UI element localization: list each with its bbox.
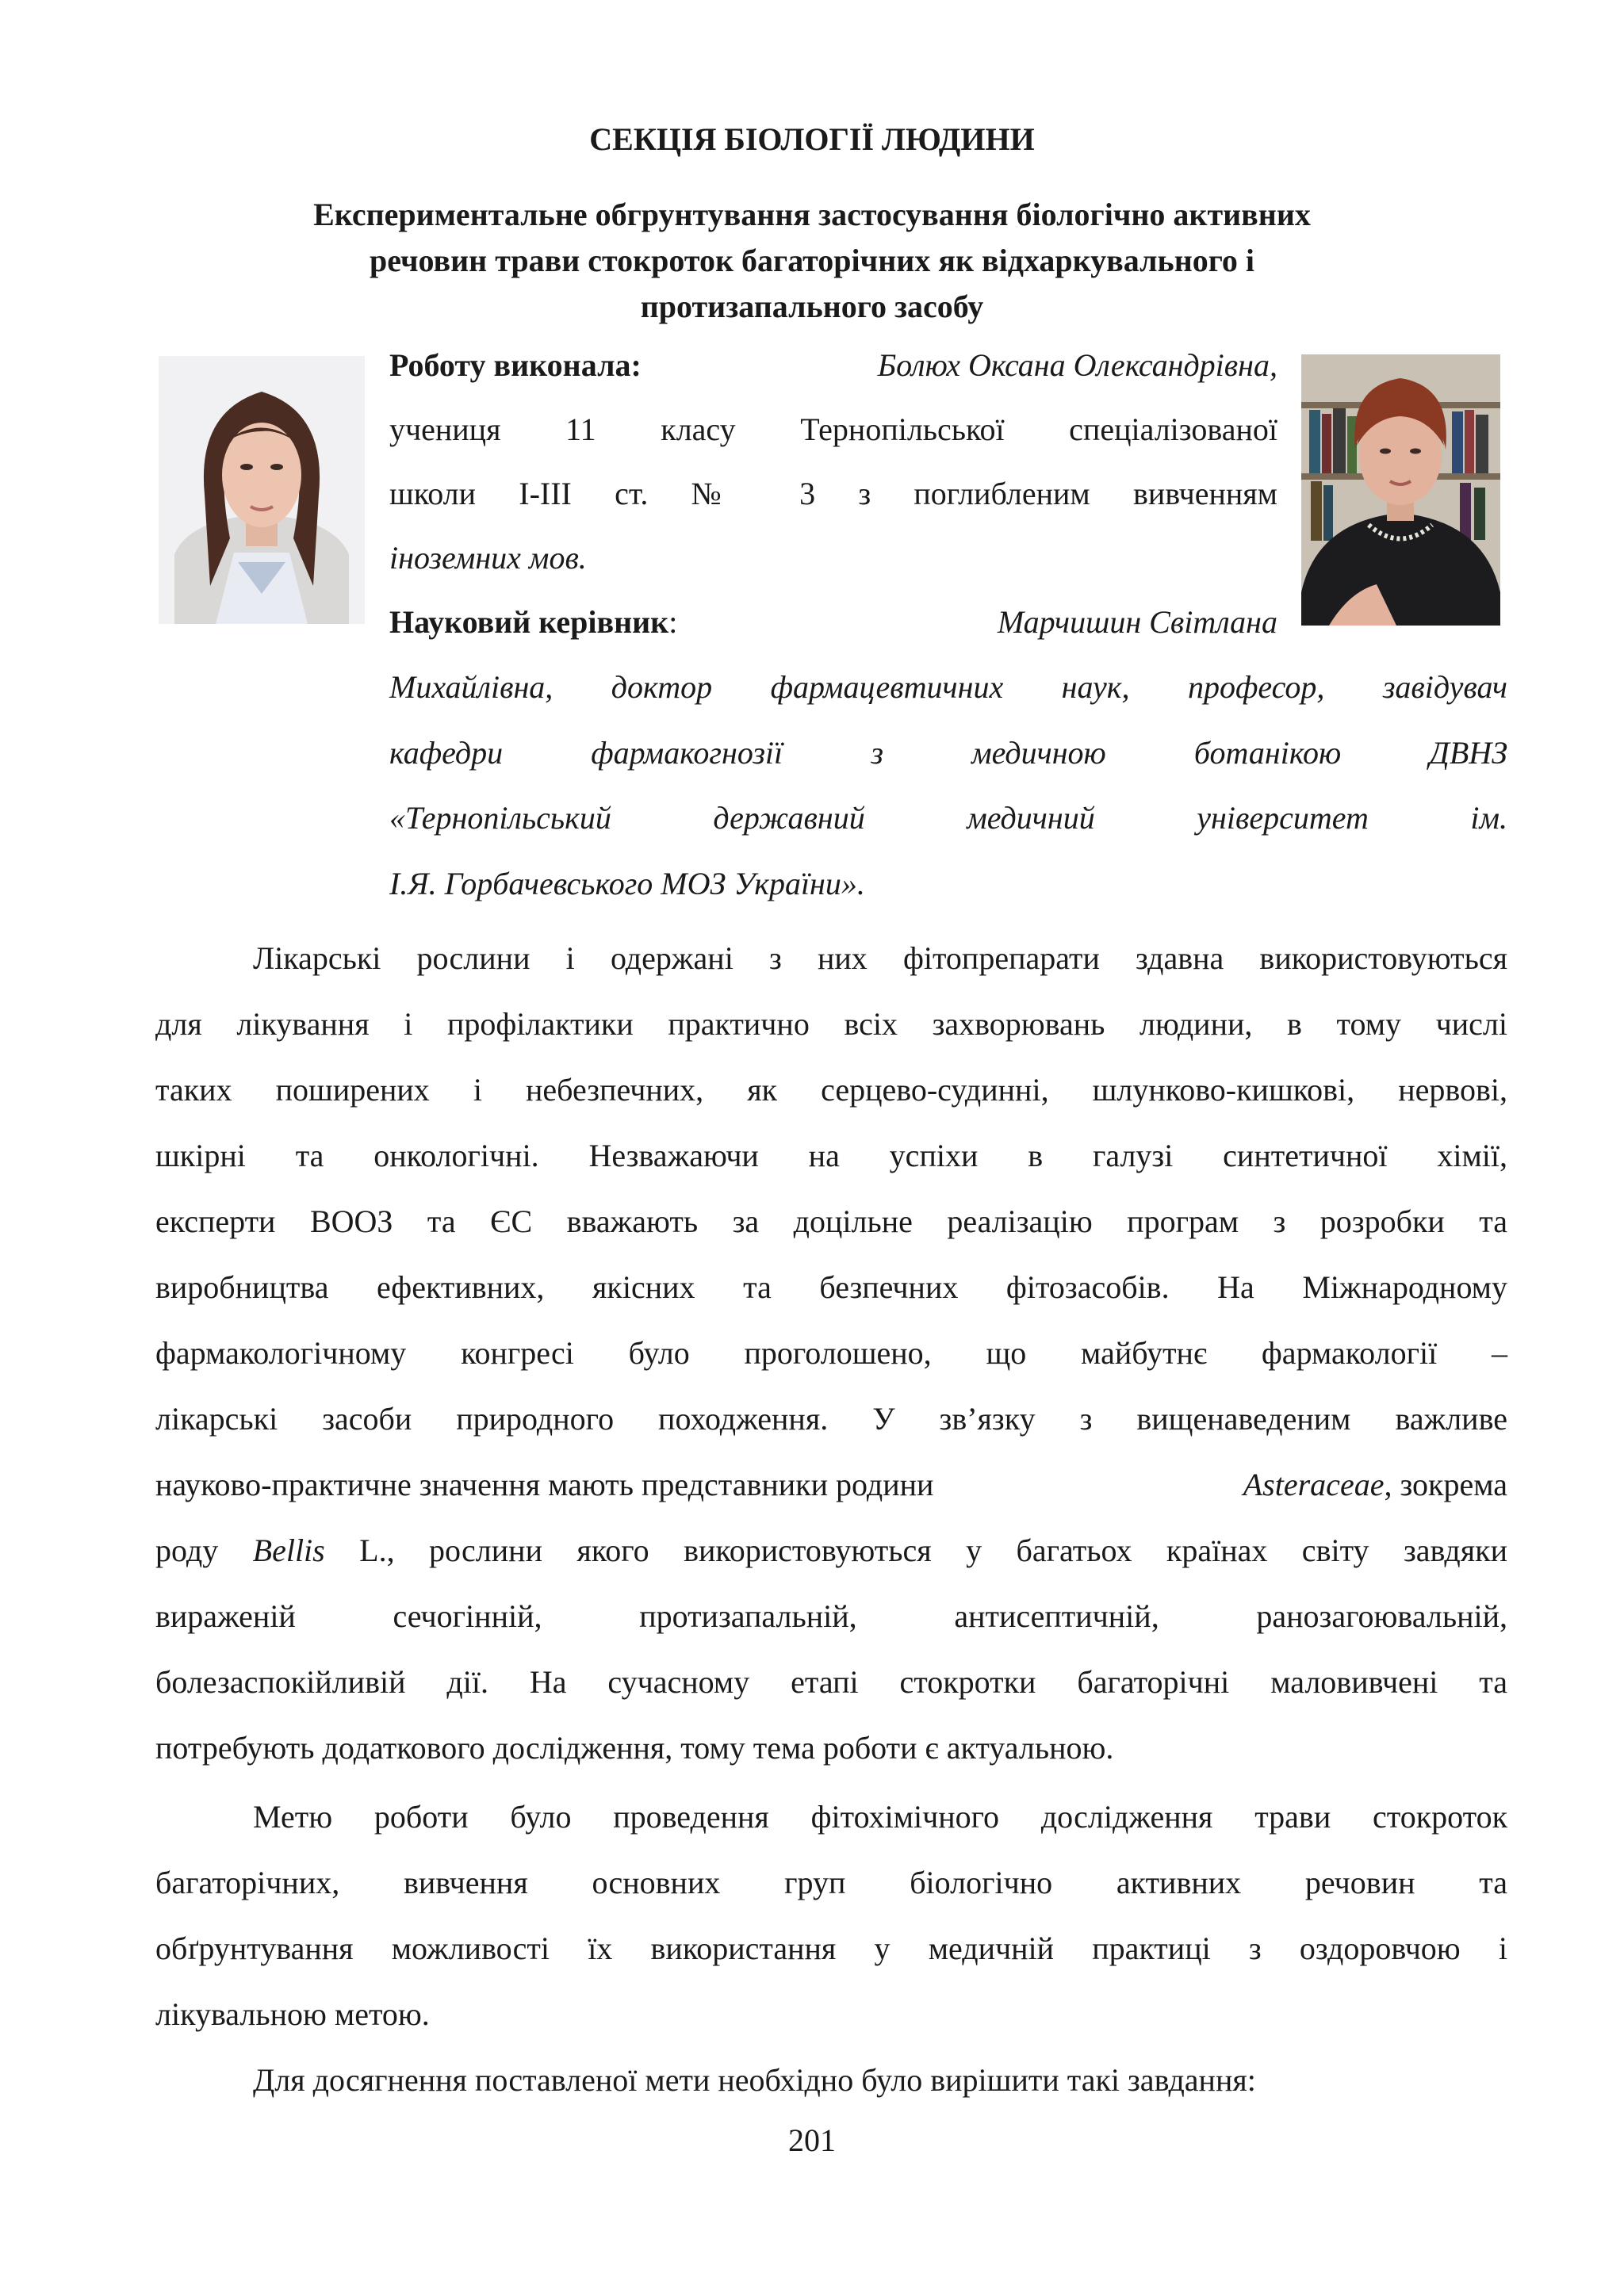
paragraph-line-tail: [155, 1461, 1507, 1509]
paragraph-line: фармакологічному конгресі було проголошено, що майбутнє фармакології –: [155, 1335, 1507, 1371]
paragraph-line: вираженій сечогінній, протизапальній, антисептичній, ранозагоювальній,: [155, 1598, 1507, 1634]
paragraph-line: Для досягнення поставленої мети необхідно було вирішити такі завдання:: [253, 2062, 1256, 2098]
paragraph-line: [155, 1527, 1507, 1575]
taxon-name: Bellis: [252, 1533, 325, 1568]
taxon-name: Asteraceae: [1243, 1467, 1385, 1502]
paragraph-line: обґрунтування можливості їх використання у медичній практиці з оздоровчою і: [155, 1931, 1507, 1966]
supervisor-label: Науковий керівник:: [389, 604, 678, 640]
author-line: учениця 11 класу Тернопільської спеціалізованої: [389, 411, 1277, 447]
paper-title-line: протизапального засобу: [640, 289, 984, 324]
author-line: школи І-ІІІ ст. № 3 з поглибленим вивченням: [389, 476, 1277, 511]
supervisor-line: кафедри фармакогнозії з медичною ботанікою ДВНЗ: [389, 735, 1507, 771]
text-run: роду: [155, 1533, 253, 1568]
paragraph-line: шкірні та онкологічні. Незважаючи на успіхи в галузі синтетичної хімії,: [155, 1138, 1507, 1173]
paragraph-line: таких поширених і небезпечних, як серцево-судинні, шлунково-кишкові, нервові,: [155, 1072, 1507, 1108]
text-run: L., рослини якого використовуються у багатьох країнах світу завдяки: [324, 1533, 1507, 1568]
paper-title: [159, 192, 1465, 330]
supervisor-line: [389, 599, 1277, 646]
author-line: іноземних мов.: [389, 540, 587, 576]
text-run: науково-практичне значення мають представники родини: [155, 1467, 934, 1502]
supervisor-photo: [1301, 354, 1500, 626]
paragraph-line: лікарські засоби природного походження. У зв’язку з вищенаведеним важливе: [155, 1401, 1507, 1437]
text-run: , зокрема: [1384, 1467, 1507, 1502]
paper-title-line: речовин трави стокроток багаторічних як відхаркувального і: [369, 243, 1255, 278]
section-title: СЕКЦІЯ БІОЛОГІЇ ЛЮДИНИ: [589, 121, 1035, 157]
paragraph-line: Метю роботи було проведення фітохімічного дослідження трави стокроток: [253, 1799, 1507, 1835]
author-name: Болюх Оксана Олександрівна,: [877, 347, 1277, 383]
supervisor-name: Марчишин Світлана: [997, 604, 1277, 640]
paragraph-line: лікувальною метою.: [155, 1996, 430, 2032]
paragraph-line: потребують додаткового дослідження, тому тема роботи є актуальною.: [155, 1730, 1114, 1766]
paragraph-line: виробництва ефективних, якісних та безпечних фітозасобів. На Міжнародному: [155, 1269, 1507, 1305]
paragraph-line: Лікарські рослини і одержані з них фітопрепарати здавна використовуються: [253, 940, 1507, 976]
page-number: 201: [788, 2122, 836, 2158]
paragraph-line: багаторічних, вивчення основних груп біологічно активних речовин та: [155, 1865, 1507, 1900]
paragraph-line: болезаспокійливій дії. На сучасному етапі стокротки багаторічні маловивчені та: [155, 1664, 1507, 1700]
paper-title-line: Експериментальне обгрунтування застосування біологічно активних: [313, 197, 1311, 232]
author-label: Роботу виконала:: [389, 347, 642, 383]
author-line: [389, 342, 1277, 389]
supervisor-line: Михайлівна, доктор фармацевтичних наук, професор, завідувач: [389, 669, 1507, 705]
supervisor-line: І.Я. Горбачевського МОЗ України».: [389, 866, 865, 901]
paragraph-line: для лікування і профілактики практично всіх захворювань людини, в тому числі: [155, 1006, 1507, 1042]
supervisor-line: «Тернопільський державний медичний університет ім.: [389, 800, 1507, 836]
paragraph-line: експерти ВООЗ та ЄС вважають за доцільне реалізацію програм з розробки та: [155, 1203, 1507, 1239]
student-photo: [159, 356, 365, 624]
